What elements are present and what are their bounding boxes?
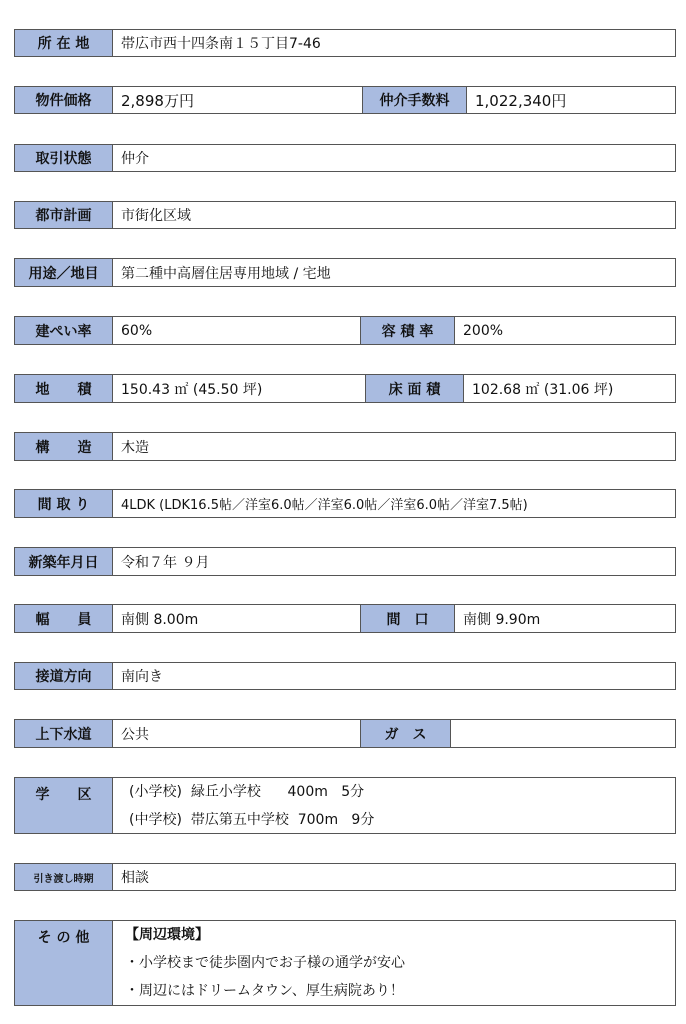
fee-label: 仲介手数料 xyxy=(362,87,467,113)
floor-area-label: 床 面 積 xyxy=(365,375,464,402)
city-planning-row xyxy=(14,201,676,229)
other-row xyxy=(14,920,676,1006)
structure-label: 構 造 xyxy=(15,433,113,460)
other-note-1: ・小学校まで徒歩圏内でお子様の通学が安心 xyxy=(125,955,405,971)
utilities-row xyxy=(14,719,676,748)
other-value xyxy=(113,921,675,1005)
layout-row xyxy=(14,489,676,518)
land-area-value: 150.43 ㎡ (45.50 坪) xyxy=(121,381,263,398)
school-value xyxy=(113,778,675,833)
road-direction-value: 南向き xyxy=(121,669,163,685)
junior-high-school-line: (中学校) 帯広第五中学校 700m 9分 xyxy=(129,811,375,828)
land-area-row xyxy=(14,374,676,403)
layout-label: 間 取 り xyxy=(15,490,113,517)
city-planning-value: 市街化区域 xyxy=(121,208,191,224)
far-value: 200% xyxy=(463,322,504,339)
layout-value: 4LDK (LDK16.5帖／洋室6.0帖／洋室6.0帖／洋室6.0帖／洋室7.5帖) xyxy=(121,498,528,513)
transaction-value: 仲介 xyxy=(121,151,149,167)
road-direction-label: 接道方向 xyxy=(15,663,113,689)
transaction-label: 取引状態 xyxy=(15,145,113,171)
elementary-school-line: (小学校) 緑丘小学校 400m 5分 xyxy=(129,783,365,800)
utilities-label: 上下水道 xyxy=(15,720,113,747)
school-row xyxy=(14,777,676,834)
other-heading: 【周辺環境】 xyxy=(125,927,209,943)
land-area-label: 地 積 xyxy=(15,375,113,402)
coverage-label: 建ぺい率 xyxy=(15,317,113,344)
water-value: 公共 xyxy=(121,726,149,743)
transaction-row xyxy=(14,144,676,172)
location-label: 所 在 地 xyxy=(15,30,113,56)
handover-value: 相談 xyxy=(121,870,149,886)
zoning-label: 用途／地目 xyxy=(15,259,113,286)
price-label: 物件価格 xyxy=(15,87,113,113)
fee-value: 1,022,340円 xyxy=(475,91,567,110)
price-value: 2,898万円 xyxy=(121,91,194,110)
location-value: 帯広市西十四条南１５丁目7-46 xyxy=(121,36,321,52)
frontage-label: 間 口 xyxy=(360,605,455,632)
price-row xyxy=(14,86,676,114)
road-width-label: 幅 員 xyxy=(15,605,113,632)
handover-row xyxy=(14,863,676,891)
frontage-value: 南側 9.90m xyxy=(463,611,541,628)
handover-label: 引き渡し時期 xyxy=(15,864,113,890)
floor-area-value: 102.68 ㎡ (31.06 坪) xyxy=(472,381,614,398)
gas-label: ガ ス xyxy=(360,720,451,747)
zoning-value: 第二種中高層住居専用地域 / 宅地 xyxy=(121,265,331,282)
location-row xyxy=(14,29,676,57)
zoning-row xyxy=(14,258,676,287)
structure-row xyxy=(14,432,676,461)
built-row xyxy=(14,547,676,576)
coverage-value: 60% xyxy=(121,322,153,339)
other-note-2: ・周辺にはドリームタウン、厚生病院あり！ xyxy=(125,983,404,999)
road-direction-row xyxy=(14,662,676,690)
coverage-row xyxy=(14,316,676,345)
far-label: 容 積 率 xyxy=(360,317,455,344)
other-label: そ の 他 xyxy=(15,921,113,1005)
school-label: 学 区 xyxy=(15,778,113,833)
structure-value: 木造 xyxy=(121,439,149,456)
gas-value xyxy=(451,720,675,747)
city-planning-label: 都市計画 xyxy=(15,202,113,228)
road-width-value: 南側 8.00m xyxy=(121,611,199,628)
road-width-row xyxy=(14,604,676,633)
built-value: 令和７年 ９月 xyxy=(121,554,210,571)
built-label: 新築年月日 xyxy=(15,548,113,575)
